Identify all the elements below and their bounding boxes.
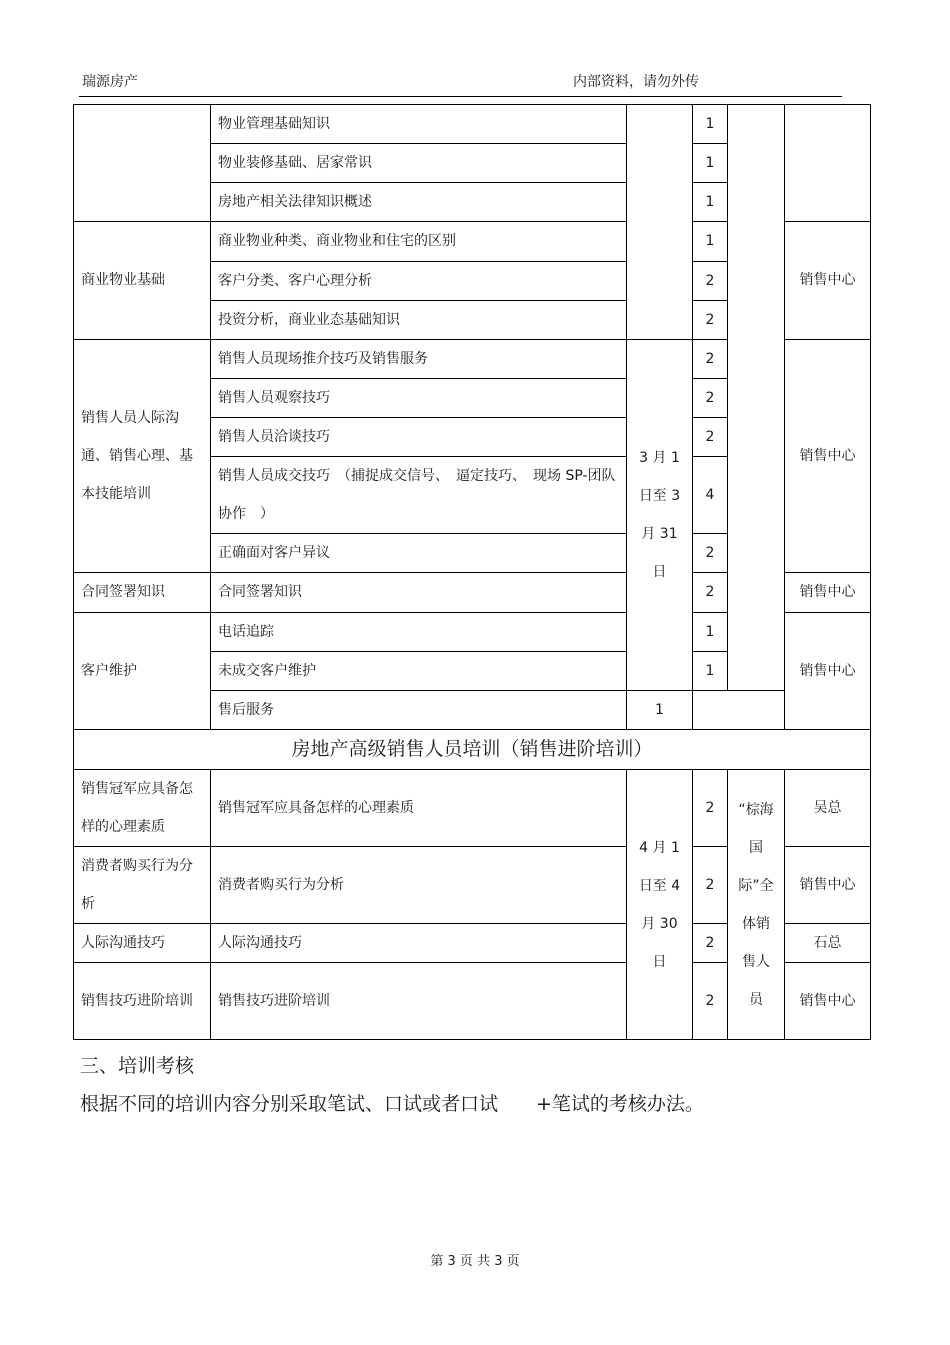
owner-cell: 销售中心: [785, 613, 871, 730]
page-number: 第 3 页 共 3 页: [430, 1254, 520, 1269]
owner-cell: 销售中心: [785, 573, 871, 613]
category-cell-empty: [74, 105, 211, 222]
owner-cell-empty: [785, 105, 871, 222]
participants-cell: “棕海国际”全体销售人员: [728, 770, 785, 1040]
hours-cell: 2: [693, 847, 728, 924]
topic-cell: 客户分类、客户心理分析: [211, 262, 627, 301]
owner-cell: 销售中心: [785, 222, 871, 340]
topic-cell: 消费者购买行为分析: [211, 847, 627, 924]
date-cell-empty: [627, 105, 693, 340]
category-cell: 合同签署知识: [74, 573, 211, 613]
topic-cell: 物业装修基础、居家常识: [211, 144, 627, 183]
owner-cell: 吴总: [785, 770, 871, 847]
header-confidential-note: 内部资料，请勿外传: [573, 74, 699, 90]
topic-cell: 合同签署知识: [211, 573, 627, 613]
topic-cell: 物业管理基础知识: [211, 105, 627, 144]
hours-cell: 1: [693, 105, 728, 144]
topic-cell: 投资分析，商业业态基础知识: [211, 301, 627, 340]
topic-cell: 未成交客户维护: [211, 652, 627, 691]
category-cell: 客户维护: [74, 613, 211, 730]
section-title-row: 房地产高级销售人员培训（销售进阶培训）: [74, 730, 871, 770]
table-row: [74, 730, 871, 770]
category-cell: 销售技巧进阶培训: [74, 963, 211, 1040]
topic-cell: 销售人员成交技巧 （捕捉成交信号、 逼定技巧、 现场 SP-团队协作 ）: [211, 457, 627, 534]
category-cell: 人际沟通技巧: [74, 924, 211, 963]
hours-cell: 2: [693, 262, 728, 301]
topic-cell: 销售人员观察技巧: [211, 379, 627, 418]
hours-cell: 1: [693, 144, 728, 183]
owner-cell: 销售中心: [785, 847, 871, 924]
hours-cell: 2: [693, 770, 728, 847]
table-row: [74, 770, 871, 847]
category-cell: 消费者购买行为分析: [74, 847, 211, 924]
date-cell: 4 月 1 日至 4 月 30 日: [627, 770, 693, 1040]
header-company: 瑞源房产: [82, 74, 138, 90]
hours-cell: 4: [693, 457, 728, 534]
hours-cell: 2: [693, 924, 728, 963]
section-heading: 三、培训考核: [80, 1055, 195, 1077]
training-plan-table: [73, 104, 871, 1040]
hours-cell: 2: [693, 963, 728, 1040]
category-cell: 销售冠军应具备怎样的心理素质: [74, 770, 211, 847]
header-rule: [79, 96, 842, 97]
topic-cell: 电话追踪: [211, 613, 627, 652]
hours-cell: 1: [693, 222, 728, 262]
owner-cell: 销售中心: [785, 963, 871, 1040]
hours-cell: 2: [693, 379, 728, 418]
topic-cell: 房地产相关法律知识概述: [211, 183, 627, 222]
date-cell: 3 月 1 日至 3 月 31 日: [627, 340, 693, 691]
hours-cell: 1: [693, 613, 728, 652]
topic-cell: 销售冠军应具备怎样的心理素质: [211, 770, 627, 847]
topic-cell: 销售人员洽谈技巧: [211, 418, 627, 457]
section-body: 根据不同的培训内容分别采取笔试、口试或者口试 +笔试的考核办法。: [80, 1093, 704, 1115]
category-cell: 商业物业基础: [74, 222, 211, 340]
participants-cell-empty: [728, 105, 785, 691]
category-cell: 销售人员人际沟通、销售心理、基本技能培训: [74, 340, 211, 573]
hours-cell: 2: [693, 301, 728, 340]
hours-cell: 2: [693, 418, 728, 457]
hours-cell: 2: [693, 534, 728, 573]
topic-cell: 售后服务: [211, 691, 627, 730]
hours-cell: 2: [693, 340, 728, 379]
hours-cell: 1: [693, 183, 728, 222]
topic-cell: 商业物业种类、商业物业和住宅的区别: [211, 222, 627, 262]
owner-cell: 销售中心: [785, 340, 871, 573]
topic-cell: 人际沟通技巧: [211, 924, 627, 963]
topic-cell: 正确面对客户异议: [211, 534, 627, 573]
table-row: [74, 105, 871, 144]
topic-cell: 销售人员现场推介技巧及销售服务: [211, 340, 627, 379]
owner-cell: 石总: [785, 924, 871, 963]
topic-cell: 销售技巧进阶培训: [211, 963, 627, 1040]
hours-cell: 2: [693, 573, 728, 613]
hours-cell: 1: [693, 652, 728, 691]
hours-cell: 1: [627, 691, 693, 730]
